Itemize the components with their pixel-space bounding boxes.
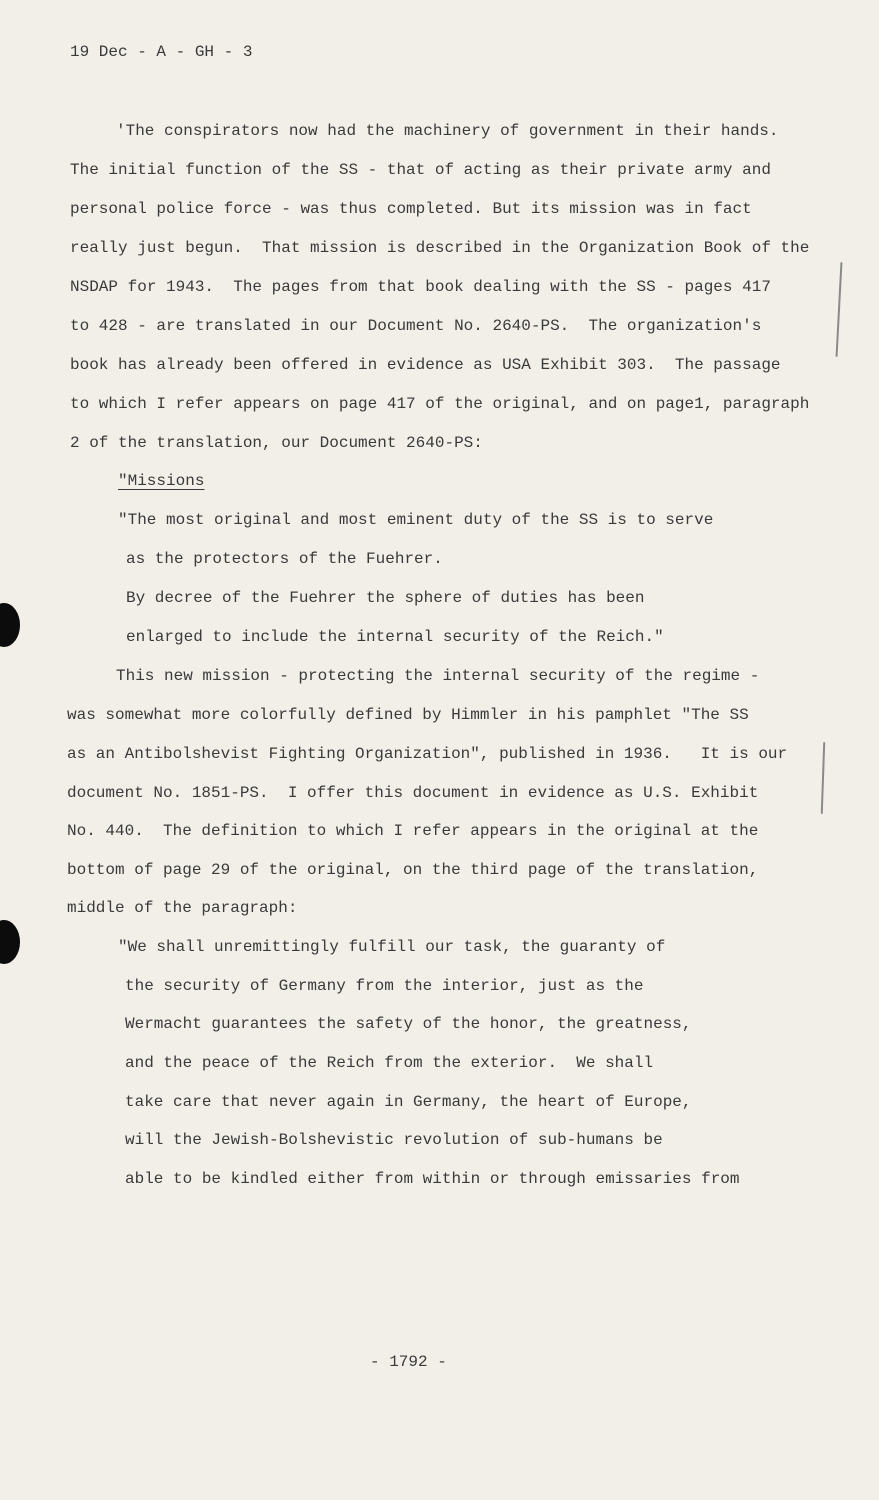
quote-line: Wermacht guarantees the safety of the honor, the greatness, bbox=[125, 1015, 692, 1033]
text-line: No. 440. The definition to which I refer appears in the original at the bbox=[67, 822, 759, 840]
text-line: personal police force - was thus completed. But its mission was in fact bbox=[70, 200, 752, 218]
text-line: to 428 - are translated in our Document No. 2640-PS. The organization's bbox=[70, 317, 762, 335]
quote-line: will the Jewish-Bolshevistic revolution of sub-humans be bbox=[125, 1131, 663, 1149]
quote-line: enlarged to include the internal security of the Reich." bbox=[126, 628, 664, 646]
quote-line: "We shall unremittingly fulfill our task, the guaranty of bbox=[118, 938, 666, 956]
page-header: 19 Dec - A - GH - 3 bbox=[70, 43, 253, 61]
page-number: - 1792 - bbox=[370, 1353, 447, 1371]
text-line: to which I refer appears on page 417 of the original, and on page1, paragraph bbox=[70, 395, 810, 413]
section-heading: "Missions bbox=[118, 472, 205, 490]
punch-hole bbox=[0, 603, 20, 647]
text-line: NSDAP for 1943. The pages from that book dealing with the SS - pages 417 bbox=[70, 278, 771, 296]
text-line: middle of the paragraph: bbox=[67, 899, 298, 917]
quote-line: By decree of the Fuehrer the sphere of duties has been bbox=[126, 589, 645, 607]
text-line: really just begun. That mission is described in the Organization Book of the bbox=[70, 239, 810, 257]
quote-line: and the peace of the Reich from the exterior. We shall bbox=[125, 1054, 654, 1072]
text-line: as an Antibolshevist Fighting Organization", published in 1936. It is our bbox=[67, 745, 788, 763]
text-line: book has already been offered in evidence as USA Exhibit 303. The passage bbox=[70, 356, 781, 374]
quote-line: as the protectors of the Fuehrer. bbox=[126, 550, 443, 568]
quote-line: the security of Germany from the interior, just as the bbox=[125, 977, 644, 995]
quote-line: able to be kindled either from within or through emissaries from bbox=[125, 1170, 740, 1188]
quote-line: take care that never again in Germany, the heart of Europe, bbox=[125, 1093, 692, 1111]
margin-mark bbox=[821, 742, 826, 814]
text-line: document No. 1851-PS. I offer this document in evidence as U.S. Exhibit bbox=[67, 784, 759, 802]
quote-line: "The most original and most eminent duty of the SS is to serve bbox=[118, 511, 714, 529]
margin-mark bbox=[836, 262, 843, 357]
text-line: was somewhat more colorfully defined by Himmler in his pamphlet "The SS bbox=[67, 706, 749, 724]
text-line: 'The conspirators now had the machinery of government in their hands. bbox=[116, 122, 779, 140]
punch-hole bbox=[0, 920, 20, 964]
text-line: The initial function of the SS - that of acting as their private army and bbox=[70, 161, 771, 179]
text-line: This new mission - protecting the internal security of the regime - bbox=[116, 667, 760, 685]
text-line: 2 of the translation, our Document 2640-PS: bbox=[70, 434, 483, 452]
text-line: bottom of page 29 of the original, on the third page of the translation, bbox=[67, 861, 759, 879]
